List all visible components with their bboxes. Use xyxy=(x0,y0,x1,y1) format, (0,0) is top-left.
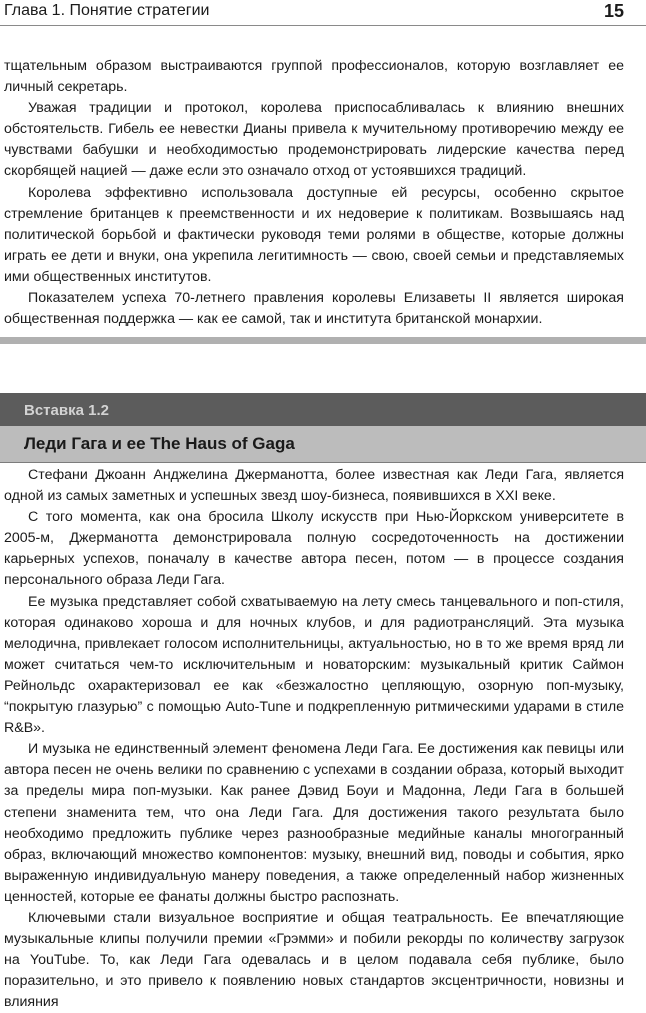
paragraph: Королева эффективно использовала доступные ей ресурсы, особенно скрытое стремление британцев к преемственности и их недоверие к политикам. Возвышаясь над политической борьбой и фактически руководя теми ролями в обществе, которые должны играть ее дети и внуки, она укрепила легитимность — свою, своей семьи и представляемых ими общественных институтов. xyxy=(4,184,624,285)
paragraph: Ключевыми стали визуальное восприятие и общая театральность. Ее впечатляющие музыкальные клипы получили премии «Грэмми» и побили рекорды по количеству загрузок на YouTube. То, как Леди Гага одевалась и в целом подавала себя публике, было поразительно, и это привело к появлению новых стандартов эксцентричности, новизны и влияния xyxy=(4,909,624,1011)
paragraph: Стефани Джоанн Анджелина Джерманотта, более известная как Леди Гага, является одной из самых заметных и успешных звезд шоу-бизнеса, появившихся в XXI веке. xyxy=(4,467,624,505)
main-text xyxy=(4,56,624,330)
box-label: Вставка 1.2 xyxy=(24,402,109,419)
paragraph: Ее музыка представляет собой схватываемую на лету смесь танцевального и поп-стиля, которая одинаково хороша и для ночных клубов, и для радиотрансляций. Эта музыка мелодична, привлекает голосом исполнительницы, актуальностью, но в то же время вряд ли может считаться чем-то исключительным и новаторским: музыкальный критик Саймон Рейнольдс охарактеризовал ее как «безжалостно цепляющую, озорную поп-музыку, “покрытую глазурью” с помощью Auto-Tune и подкрепленную ритмическими ударами в стиле R&B». xyxy=(4,593,624,737)
box-title-band xyxy=(0,426,646,462)
box-divider xyxy=(0,462,646,463)
box-title: Леди Гага и ее The Haus of Gaga xyxy=(24,434,295,453)
chapter-title: Глава 1. Понятие стратегии xyxy=(4,2,210,19)
paragraph: Уважая традиции и протокол, королева приспосабливалась к влиянию внешних обстоятельств. Гибель ее невестки Дианы привела к мучительному противоречию между ее чувствами бабушки и необходимостью продемонстрировать лидерские качества перед скорбящей нацией — даже если это означало отход от устоявшихся традиций. xyxy=(4,100,624,180)
paragraph: С того момента, как она бросила Школу искусств при Нью-Йоркском университете в 2005-м, Джерманотта демонстрировала полную сосредоточенность на достижении карьерных успехов, поначалу в качестве автора песен, потом — в процессе создания персонального образа Леди Гага. xyxy=(4,509,624,589)
paragraph: тщательным образом выстраиваются группой профессионалов, которую возглавляет ее личный секретарь. xyxy=(4,58,624,96)
header-divider xyxy=(0,25,646,26)
section-divider xyxy=(0,337,646,344)
sidebar-box-header xyxy=(0,393,646,462)
running-header xyxy=(4,2,624,24)
page-number: 15 xyxy=(603,1,624,21)
paragraph: И музыка не единственный элемент феномена Леди Гага. Ее достижения как певицы или автора песен не очень велики по сравнению с успехами в создании образа, который выходит за пределы мира поп-музыки. Как ранее Дэвид Боуи и Мадонна, Леди Гага в большей степени знаменита тем, что она Леди Гага. Для достижения такого результата было необходимо предложить публике через разнообразные медийные каналы многогранный образ, включающий множество компонентов: музыку, внешний вид, поводы и события, ярко выраженную индивидуальную манеру поведения, а также определенный набор жизненных ценностей, которые ее фанаты должны быстро распознать. xyxy=(4,741,624,905)
paragraph: Показателем успеха 70-летнего правления королевы Елизаветы II является широкая общественная поддержка — как ее самой, так и института британской монархии. xyxy=(4,290,624,328)
box-text xyxy=(4,465,624,1013)
